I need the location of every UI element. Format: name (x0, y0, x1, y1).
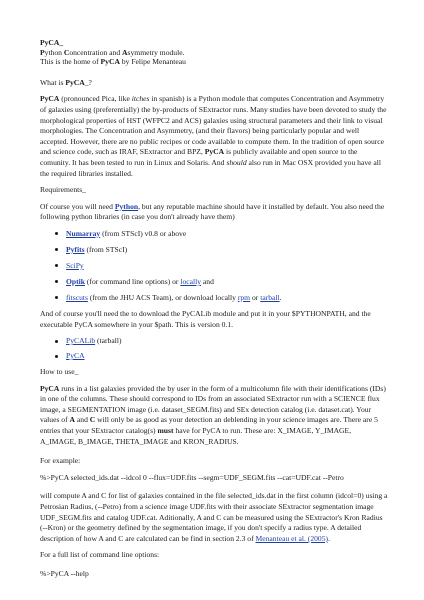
list-item: fitscuts (from the JHU ACS Team), or download locally rpm or tarball. (66, 293, 388, 303)
list-item (66, 261, 388, 271)
menanteau-link[interactable]: Menanteau et al. (2005) (255, 533, 329, 543)
list-item: Optik (for command line options) or locally and (66, 277, 388, 287)
requirements-paragraph: Of course you will need Python, but any reputable machine should have it installed by default. You also need the following python libraries (in case you don't already have them) (40, 201, 385, 222)
python-link[interactable]: Python (114, 201, 139, 211)
home-line: This is the home of PyCA by Felipe Menanteau (40, 57, 186, 67)
howto-heading: How to use_ (40, 367, 79, 377)
requirements-list (40, 229, 388, 303)
howto-paragraph: PyCA runs in a list galaxies provided the by user in the form of a multicolumn file with their identifications (IDs) in one of the columns. These should correspond to IDs from an associated SExtractor run with a SCIENCE flux image, a SEGMENTATION image (i.e. dataset_SEGM.fits) and SEx detection catalog (i.e. dataset.cat). Your values of A and C will only be as good as your detection an deblending in your science images are. There are 5 entries that your SExtractor catalog(s) must have for PyCA to run. These are: X_IMAGE, Y_IMAGE, A_IMAGE, B_IMAGE, THETA_IMAGE and KRON_RADIUS. (40, 383, 386, 446)
what-heading: What is PyCA_? (40, 77, 92, 87)
scipy-link[interactable]: SciPy (66, 260, 84, 270)
download-list (40, 336, 388, 361)
list-item: Numarray (from STScI) v0.8 or above (66, 229, 388, 239)
pyca-link[interactable]: PyCA (66, 351, 85, 361)
requirements-heading: Requirements_ (40, 185, 86, 195)
pyfits-link[interactable]: Pyfits (66, 244, 85, 254)
full-list-line: For a full list of command line options: (40, 550, 160, 560)
list-item (66, 351, 388, 361)
page-subtitle: Python Concentration and Asymmetry module. (40, 47, 185, 57)
list-item: PyCALib (tarball) (66, 336, 388, 346)
example-explanation: will compute A and C for list of galaxies contained in the file selected_ids.dat in the first column (idcol=0) using a Petrosian Radius, (--Petro) from a science image UDF.fits with their associate SExtractor segmentation image UDF_SEGM.fits and catalog UDF.cat. Aditionally, A and C can be measured using the SExtractor's Kron Radius (--Kron) or the geometry defined by the segmentation image, if you don't specify a radius type. A detailed description of how A and C are calculated can be find in section 2.3 of Menanteau et al. (2005). (40, 491, 388, 543)
tarball-link[interactable]: tarball (260, 292, 280, 302)
page-title: PyCA_ (40, 38, 64, 47)
header-block (40, 38, 388, 67)
help-command: %>PyCA --help (40, 569, 89, 578)
example-label: For example: (40, 456, 81, 466)
rpm-link[interactable]: rpm (237, 292, 251, 302)
download-paragraph: And of course you'll need the to download the PyCALib module and put it in your $PYTHONPATH, and the executable PyCA somewhere in your $path. This is version 0.1. (40, 308, 371, 329)
list-item: Pyfits (from STScI) (66, 245, 388, 255)
optik-link[interactable]: Optik (66, 276, 85, 286)
pycalib-link[interactable]: PyCALib (66, 336, 96, 346)
optik-local-link[interactable]: locally (180, 276, 201, 286)
what-paragraph: PyCA (pronounced Pica, like itches in spanish) is a Python module that computes Concentration and Asymmetry of galaxies using (preferentially) the by-products of SExtractor runs. Many studies have been devoted to study the morphological properties of HST (WFPC2 and ACS) galaxies using structural parameters and their link to visual morphologies. The Concentration and Asymmetry, (and their flavors) being particularly popular and well accepted. However, there are no public recipes or code available to compute them. In the tradition of open source and science code, such as IRAF, SExtractor and BPZ, PyCA is publicly available and open source to the comunity. It has been tested to run in Linux and Solaris. And should also run in Mac OSX provided you have all the required libraries installed. (40, 94, 387, 178)
example-command: %>PyCA selected_ids.dat --idcol 0 --flux=UDF.fits --segm=UDF_SEGM.fits --cat=UDF.cat --Petro (40, 472, 344, 482)
numarray-link[interactable]: Numarray (66, 228, 101, 238)
fitscuts-link[interactable]: fitscuts (66, 292, 88, 302)
